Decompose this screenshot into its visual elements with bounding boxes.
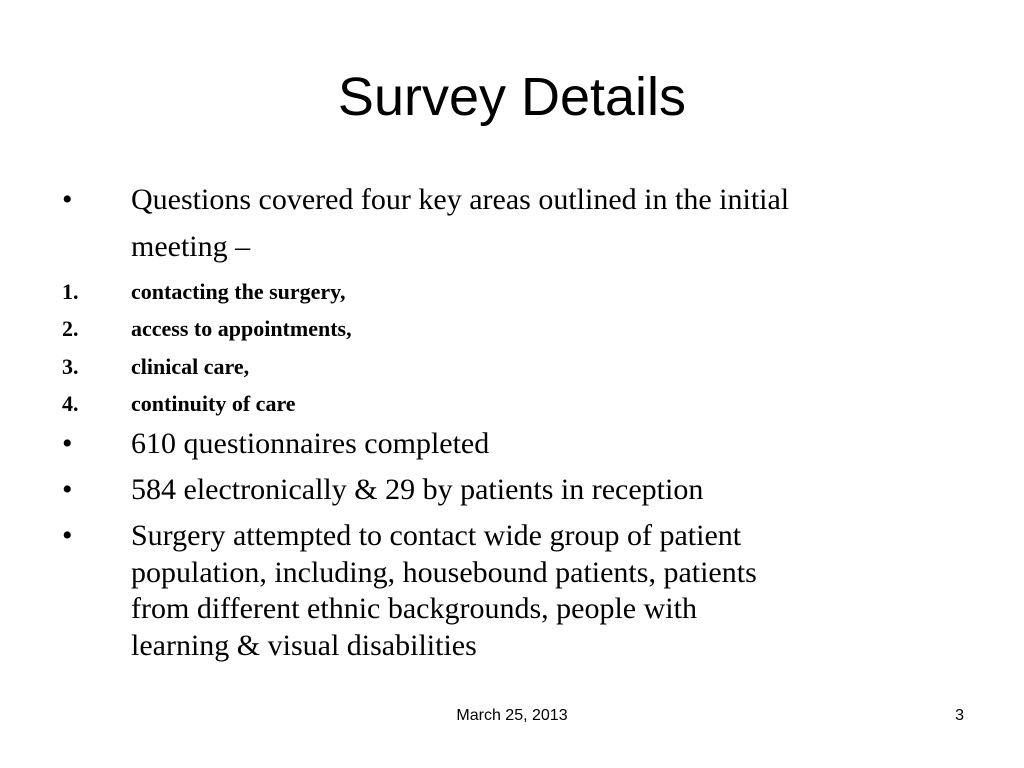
bullet-marker: • xyxy=(62,183,73,216)
list-number: 4. xyxy=(62,391,79,416)
list-number: 1. xyxy=(62,279,79,304)
list-text: contacting the surgery, xyxy=(131,279,346,304)
footer-date: March 25, 2013 xyxy=(456,707,568,724)
list-text: clinical care, xyxy=(131,354,250,379)
bullet-text: 610 questionnaires completed xyxy=(131,427,490,460)
bullet-text-line: from different ethnic backgrounds, people with xyxy=(131,592,697,625)
list-text: continuity of care xyxy=(131,391,296,416)
list-number: 3. xyxy=(62,354,79,379)
bullet-marker: • xyxy=(62,427,73,460)
footer-page-number: 3 xyxy=(955,707,964,724)
bullet-marker: • xyxy=(62,473,73,506)
bullet-text-line: meeting – xyxy=(131,230,251,263)
slide-title: Survey Details xyxy=(337,67,687,127)
bullet-text-line: population, including, housebound patients, patients xyxy=(131,556,757,589)
bullet-text: 584 electronically & 29 by patients in reception xyxy=(131,473,704,506)
list-number: 2. xyxy=(62,316,79,341)
bullet-text-line: Surgery attempted to contact wide group of patient xyxy=(131,519,742,552)
bullet-marker: • xyxy=(62,519,73,552)
list-text: access to appointments, xyxy=(131,316,352,341)
bullet-text-line: learning & visual disabilities xyxy=(131,629,477,662)
bullet-text-line: Questions covered four key areas outlined in the initial xyxy=(131,183,790,216)
